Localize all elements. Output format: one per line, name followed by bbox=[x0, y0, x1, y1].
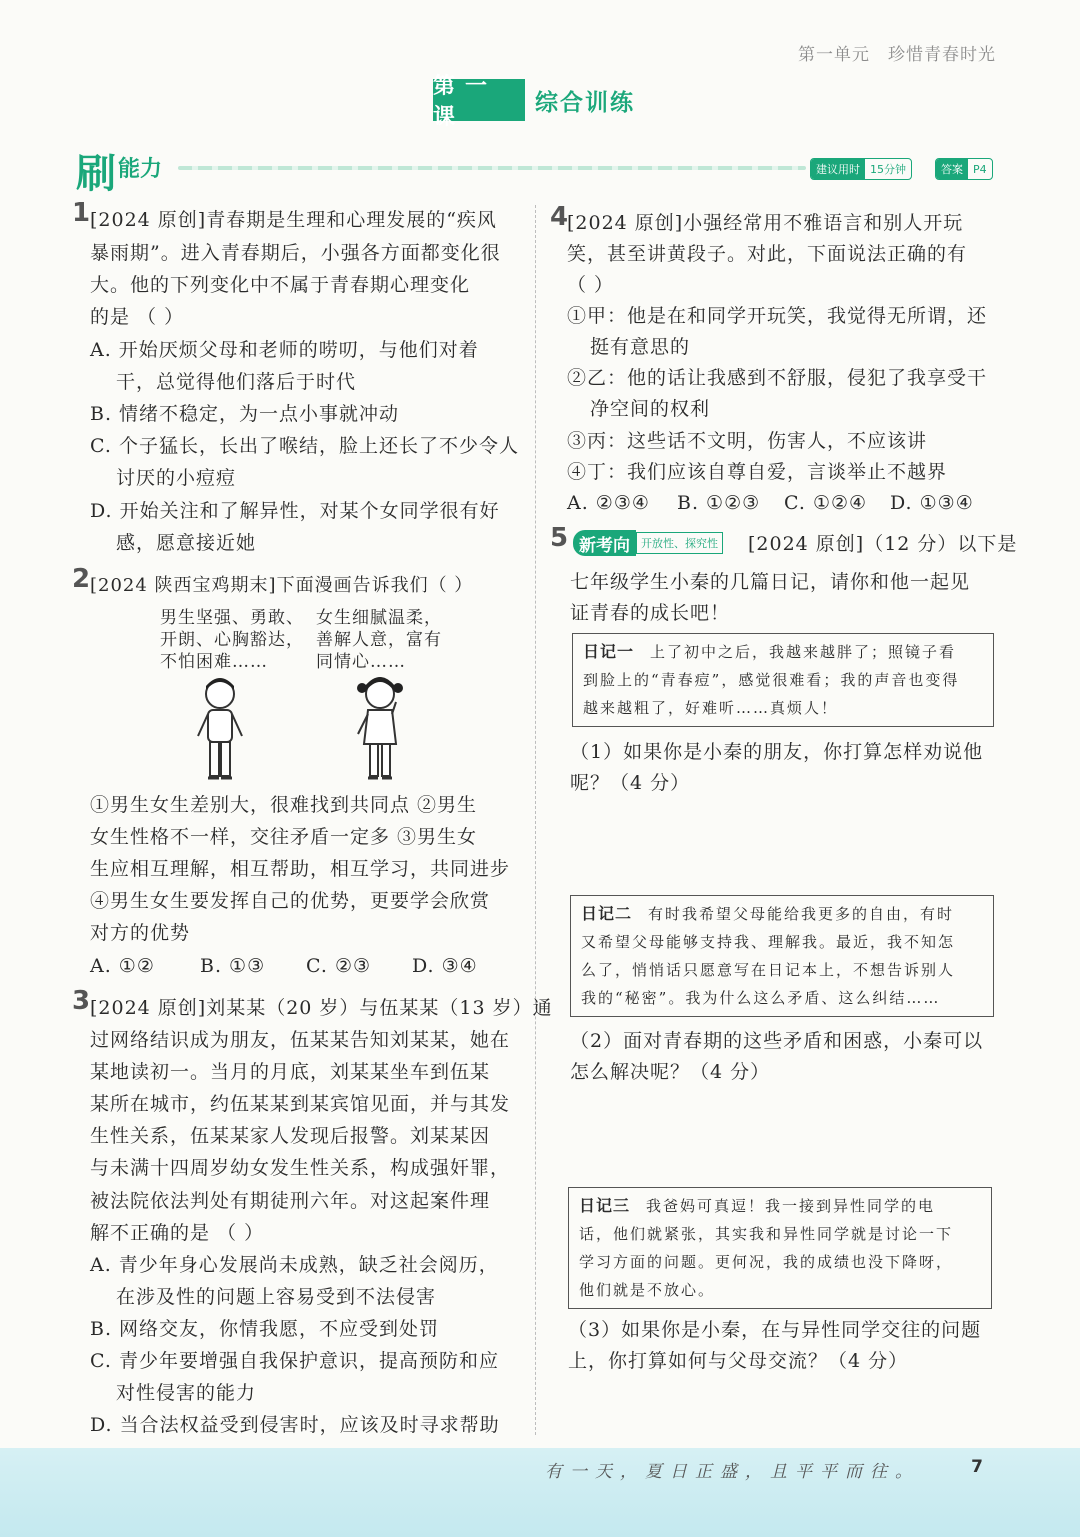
diary-title: 日记一 bbox=[583, 642, 635, 661]
q1-option-c-cont: 讨厌的小痘痘 bbox=[116, 467, 237, 489]
q5-sub3: （3）如果你是小秦，在与异性同学交往的问题 bbox=[568, 1319, 982, 1341]
q5-sub3: 上，你打算如何与父母交流？（4 分） bbox=[568, 1350, 909, 1372]
answer-pill-value: P4 bbox=[973, 162, 987, 176]
q4-option-c: C. ①②④ bbox=[784, 492, 868, 514]
q2-line: ④男生女生要发挥自己的优势，更要学会欣赏 bbox=[90, 890, 491, 912]
q1-line: [2024 原创]青春期是生理和心理发展的“疾风 bbox=[90, 209, 497, 231]
q1-option-d-cont: 感，愿意接近她 bbox=[116, 532, 257, 554]
diary-title: 日记三 bbox=[579, 1196, 631, 1215]
q4-line: ④丁：我们应该自尊自爱，言谈举止不越界 bbox=[567, 461, 948, 483]
girl-illustration bbox=[348, 672, 412, 784]
time-pill-value: 15分钟 bbox=[870, 163, 906, 176]
section-mark: 刷 bbox=[76, 151, 116, 197]
question-type-label: 开放性、探究性 bbox=[636, 532, 723, 554]
answer-pill bbox=[935, 158, 993, 180]
q4-line: ③丙：这些话不文明，伤害人，不应该讲 bbox=[567, 430, 928, 452]
q2-option-b: B. ①③ bbox=[200, 955, 266, 977]
section-label: 能力 bbox=[118, 157, 163, 182]
q4-option-b: B. ①②③ bbox=[677, 492, 761, 514]
column-divider bbox=[535, 205, 536, 1435]
girl-caption: 女生细腻温柔， 善解人意，富有 同情心…… bbox=[316, 608, 442, 672]
q4-line: [2024 原创]小强经常用不雅语言和别人开玩 bbox=[567, 212, 964, 234]
q1-option-c: C. 个子猛长，长出了喉结，脸上还长了不少令人 bbox=[90, 435, 519, 457]
section-rule bbox=[178, 166, 806, 170]
q1-line: 的是 （ ） bbox=[90, 306, 185, 328]
q1-option-d: D. 开始关注和了解异性，对某个女同学很有好 bbox=[90, 500, 500, 522]
unit-title: 珍惜青春时光 bbox=[888, 45, 996, 65]
q4-answer-blank: （ ） bbox=[567, 274, 615, 296]
diary-box-1: 日记一 上了初中之后，我越来越胖了；照镜子看 到脸上的“青春痘”，感觉很难看；我的声音也变得 越来越粗了，好难听……真烦人！ bbox=[572, 633, 994, 727]
answer-pill-label: 答案 bbox=[936, 159, 968, 179]
q4-line: 净空间的权利 bbox=[590, 398, 711, 420]
q2-stem: [2024 陕西宝鸡期末]下面漫画告诉我们（ ） bbox=[90, 575, 474, 596]
q3-option-a-cont: 在涉及性的问题上容易受到不法侵害 bbox=[116, 1286, 437, 1308]
q2-option-c: C. ②③ bbox=[306, 955, 372, 977]
q5-sub1: （1）如果你是小秦的朋友，你打算怎样劝说他 bbox=[570, 741, 984, 763]
q5-number: 5 bbox=[550, 523, 569, 553]
q4-line: 挺有意思的 bbox=[590, 336, 691, 358]
q3-line: 过网络结识成为朋友，伍某某告知刘某某，她在 bbox=[90, 1029, 511, 1051]
q5-stem: 证青春的成长吧！ bbox=[570, 602, 731, 624]
page-number: 7 bbox=[971, 1457, 983, 1477]
unit-label: 第一单元 bbox=[798, 45, 870, 65]
diary-box-2: 日记二 有时我希望父母能给我更多的自由，有时 又希望父母能够支持我、理解我。最近，我不知怎 么了，悄悄话只愿意写在日记本上，不想告诉别人 我的“秘密”。我为什么这么矛盾、这么纠结…… bbox=[570, 895, 994, 1017]
q5-stem: [2024 原创]（12 分）以下是 bbox=[748, 533, 1018, 555]
q1-number: 1 bbox=[72, 198, 91, 228]
boy-illustration bbox=[190, 672, 250, 784]
diary-box-3: 日记三 我爸妈可真逗！我一接到异性同学的电 话，他们就紧张，其实我和异性同学就是讨论一下 学习方面的问题。更何况，我的成绩也没下降呀， 他们就是不放心。 bbox=[568, 1187, 992, 1309]
q4-line: ①甲：他是在和同学开玩笑，我觉得无所谓，还 bbox=[567, 305, 988, 327]
q4-line: ②乙：他的话让我感到不舒服，侵犯了我享受干 bbox=[567, 367, 988, 389]
diary-title: 日记二 bbox=[581, 904, 633, 923]
time-pill bbox=[810, 158, 912, 180]
footer-motto: 有一天，夏日正盛，且平平而往。 bbox=[545, 1462, 920, 1482]
q3-line: 被法院依法判处有期徒刑六年。对这起案件理 bbox=[90, 1190, 491, 1212]
q3-number: 3 bbox=[72, 986, 91, 1016]
q4-option-d: D. ①③④ bbox=[890, 492, 974, 514]
q4-option-a: A. ②③④ bbox=[567, 492, 650, 514]
q1-option-a: A. 开始厌烦父母和老师的唠叨，与他们对着 bbox=[90, 339, 479, 361]
q1-option-b: B. 情绪不稳定，为一点小事就冲动 bbox=[90, 403, 400, 425]
q5-sub2: （2）面对青春期的这些矛盾和困惑，小秦可以 bbox=[570, 1030, 984, 1052]
q3-option-c: C. 青少年要增强自我保护意识，提高预防和应 bbox=[90, 1350, 499, 1372]
lesson-tag: 第一课 bbox=[433, 79, 525, 121]
q5-stem: 七年级学生小秦的几篇日记，请你和他一起见 bbox=[570, 571, 971, 593]
time-pill-label: 建议用时 bbox=[811, 159, 865, 179]
q5-sub1: 呢？（4 分） bbox=[570, 772, 691, 794]
q3-line: 生性关系，伍某某家人发现后报警。刘某某因 bbox=[90, 1125, 491, 1147]
q2-line: ①男生女生差别大，很难找到共同点 ②男生 bbox=[90, 794, 478, 816]
q3-option-a: A. 青少年身心发展尚未成熟，缺乏社会阅历， bbox=[90, 1254, 499, 1276]
q2-option-d: D. ③④ bbox=[412, 955, 478, 977]
lesson-title: 综合训练 bbox=[535, 90, 635, 116]
running-header bbox=[798, 40, 996, 65]
q3-line: 某地读初一。当月的月底，刘某某坐车到伍某 bbox=[90, 1061, 491, 1083]
q3-option-d: D. 当合法权益受到侵害时，应该及时寻求帮助 bbox=[90, 1414, 500, 1436]
q2-option-a: A. ①② bbox=[90, 955, 155, 977]
q2-number: 2 bbox=[72, 564, 91, 594]
q3-line: 与未满十四周岁幼女发生性关系，构成强奸罪， bbox=[90, 1157, 511, 1179]
q1-option-a-cont: 干，总觉得他们落后于时代 bbox=[116, 371, 357, 393]
q3-line: 某所在城市，约伍某某到某宾馆见面，并与其发 bbox=[90, 1093, 511, 1115]
q3-line: 解不正确的是 （ ） bbox=[90, 1222, 265, 1244]
q1-line: 暴雨期”。进入青春期后，小强各方面都变化很 bbox=[90, 242, 501, 264]
q3-option-b: B. 网络交友，你情我愿，不应受到处罚 bbox=[90, 1318, 440, 1340]
new-trend-tag bbox=[573, 530, 723, 556]
q5-sub2: 怎么解决呢？（4 分） bbox=[570, 1061, 771, 1083]
q3-option-c-cont: 对性侵害的能力 bbox=[116, 1382, 257, 1404]
q3-line: [2024 原创]刘某某（20 岁）与伍某某（13 岁）通 bbox=[90, 997, 553, 1019]
boy-caption: 男生坚强、勇敢、 开朗、心胸豁达， 不怕困难…… bbox=[160, 608, 304, 672]
q2-line: 对方的优势 bbox=[90, 922, 191, 944]
q1-line: 大。他的下列变化中不属于青春期心理变化 bbox=[90, 274, 471, 296]
q2-line: 生应相互理解，相互帮助，相互学习，共同进步 bbox=[90, 858, 511, 880]
q4-number: 4 bbox=[550, 202, 569, 232]
q4-line: 笑，甚至讲黄段子。对此，下面说法正确的有 bbox=[567, 243, 968, 265]
new-trend-label: 新考向 bbox=[573, 530, 636, 556]
q2-line: 女生性格不一样，交往矛盾一定多 ③男生女 bbox=[90, 826, 478, 848]
